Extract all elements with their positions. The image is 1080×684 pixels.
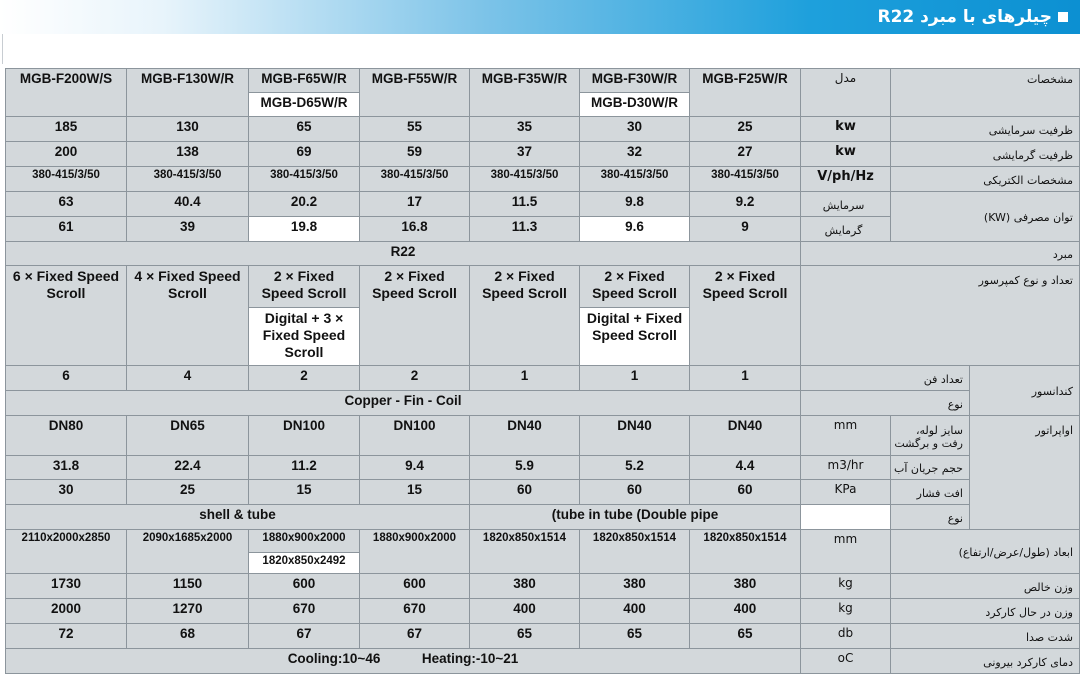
electrical-cell: 380-415/3/50 — [249, 167, 360, 192]
sub-label-heating: گرمایش — [801, 217, 891, 242]
water-flow-cell: 4.4 — [690, 456, 801, 480]
unit-pressure: KPa — [801, 480, 891, 505]
power-heating-cell: 9.6 — [580, 217, 690, 242]
power-cooling-cell: 17 — [360, 192, 470, 217]
unit-sound: db — [801, 624, 891, 649]
net-weight-cell: 380 — [690, 574, 801, 599]
sub-label-water-flow: حجم جریان آب — [891, 456, 970, 480]
heating-capacity-cell: 200 — [6, 142, 127, 167]
sub-label-evap-type: نوع — [891, 505, 970, 530]
empty-cell — [801, 505, 891, 530]
unit-kw: kw — [801, 117, 891, 142]
op-weight-cell: 400 — [470, 599, 580, 624]
sound-cell: 65 — [580, 624, 690, 649]
model-cell: MGB-F35W/R — [470, 69, 580, 117]
op-weight-cell: 400 — [580, 599, 690, 624]
pipe-size-cell: DN80 — [6, 416, 127, 456]
compressor-cell: 2 × Fixed Speed Scroll — [360, 266, 470, 366]
sound-cell: 68 — [127, 624, 249, 649]
model-cell: MGB-F200W/S — [6, 69, 127, 117]
unit-electrical: V/ph/Hz — [801, 167, 891, 192]
net-weight-cell: 1730 — [6, 574, 127, 599]
evap-type-shell-cell: shell & tube — [6, 505, 470, 530]
row-label-dimensions: ابعاد (طول/عرض/ارتفاع) — [891, 530, 1080, 574]
power-cooling-cell: 40.4 — [127, 192, 249, 217]
sub-label-pipe-size: سایز لوله، رفت و برگشت — [891, 416, 970, 456]
row-label-evaporator: اواپراتور — [970, 416, 1080, 530]
electrical-cell: 380-415/3/50 — [6, 167, 127, 192]
power-cooling-cell: 9.8 — [580, 192, 690, 217]
power-heating-cell: 19.8 — [249, 217, 360, 242]
row-label-sound: شدت صدا — [891, 624, 1080, 649]
heating-capacity-cell: 27 — [690, 142, 801, 167]
electrical-cell: 380-415/3/50 — [360, 167, 470, 192]
row-label-power: توان مصرفی (KW) — [891, 192, 1080, 242]
compressor-cell: 2 × Fixed Speed Scroll — [470, 266, 580, 366]
dimensions-cell: 1880x900x2000 — [360, 530, 470, 574]
water-flow-cell: 31.8 — [6, 456, 127, 480]
pipe-size-cell: DN100 — [360, 416, 470, 456]
pipe-size-cell: DN40 — [690, 416, 801, 456]
cooling-capacity-cell: 65 — [249, 117, 360, 142]
compressor-cell: 6 × Fixed Speed Scroll — [6, 266, 127, 366]
water-flow-cell: 11.2 — [249, 456, 360, 480]
compressor-cell: 2 × Fixed Speed Scroll — [580, 266, 690, 308]
fan-count-cell: 1 — [690, 366, 801, 391]
refrigerant-cell: R22 — [6, 242, 801, 266]
ambient-temp-cell — [6, 649, 801, 674]
net-weight-cell: 380 — [580, 574, 690, 599]
pipe-size-cell: DN40 — [470, 416, 580, 456]
condenser-type-cell: Copper - Fin - Coil — [6, 391, 801, 416]
row-label-cooling: ظرفیت سرمایشی — [891, 117, 1080, 142]
title-bar — [0, 0, 1080, 34]
cooling-capacity-cell: 130 — [127, 117, 249, 142]
dimensions-cell: 2090x1685x2000 — [127, 530, 249, 574]
power-heating-cell: 61 — [6, 217, 127, 242]
power-heating-cell: 9 — [690, 217, 801, 242]
pipe-size-cell: DN65 — [127, 416, 249, 456]
model-cell: MGB-F30W/R — [580, 69, 690, 93]
pressure-drop-cell: 60 — [580, 480, 690, 505]
power-cooling-cell: 63 — [6, 192, 127, 217]
unit-net-weight: kg — [801, 574, 891, 599]
cooling-capacity-cell: 25 — [690, 117, 801, 142]
dimensions-cell: 1880x900x2000 — [249, 530, 360, 553]
dimensions-cell: 1820x850x1514 — [470, 530, 580, 574]
sub-label-type: نوع — [801, 391, 970, 416]
power-heating-cell: 11.3 — [470, 217, 580, 242]
model-cell: MGB-F130W/R — [127, 69, 249, 117]
evap-type-tube-cell: (tube in tube (Double pipe — [470, 505, 801, 530]
sound-cell: 67 — [249, 624, 360, 649]
cooling-capacity-cell: 185 — [6, 117, 127, 142]
water-flow-cell: 5.2 — [580, 456, 690, 480]
sound-cell: 67 — [360, 624, 470, 649]
row-label-specs: مشخصات — [891, 69, 1080, 117]
sub-label-pressure-drop: افت فشار — [891, 480, 970, 505]
dimensions-alt-cell: 1820x850x2492 — [249, 553, 360, 574]
fan-count-cell: 2 — [360, 366, 470, 391]
heating-capacity-cell: 32 — [580, 142, 690, 167]
electrical-cell: 380-415/3/50 — [127, 167, 249, 192]
power-heating-cell: 16.8 — [360, 217, 470, 242]
row-label-condenser: کندانسور — [970, 366, 1080, 416]
row-label-ambient: دمای کارکرد بیرونی — [891, 649, 1080, 674]
fan-count-cell: 1 — [580, 366, 690, 391]
model-cell: MGB-F25W/R — [690, 69, 801, 117]
cooling-capacity-cell: 30 — [580, 117, 690, 142]
op-weight-cell: 1270 — [127, 599, 249, 624]
electrical-cell: 380-415/3/50 — [580, 167, 690, 192]
fan-count-cell: 1 — [470, 366, 580, 391]
fan-count-cell: 4 — [127, 366, 249, 391]
net-weight-cell: 380 — [470, 574, 580, 599]
cooling-capacity-cell: 55 — [360, 117, 470, 142]
sound-cell: 65 — [470, 624, 580, 649]
pressure-drop-cell: 15 — [360, 480, 470, 505]
electrical-cell: 380-415/3/50 — [470, 167, 580, 192]
power-cooling-cell: 20.2 — [249, 192, 360, 217]
row-label-compressor: تعداد و نوع کمپرسور — [801, 266, 1080, 366]
model-cell: MGB-F55W/R — [360, 69, 470, 117]
unit-dimensions: mm — [801, 530, 891, 574]
dimensions-cell: 1820x850x1514 — [580, 530, 690, 574]
unit-kw: kw — [801, 142, 891, 167]
pressure-drop-cell: 25 — [127, 480, 249, 505]
divider — [2, 34, 3, 64]
title-group — [878, 6, 1069, 28]
power-cooling-cell: 9.2 — [690, 192, 801, 217]
unit-pipe: mm — [801, 416, 891, 456]
pipe-size-cell: DN100 — [249, 416, 360, 456]
compressor-alt-cell: Digital + 3 × Fixed Speed Scroll — [249, 308, 360, 366]
dimensions-cell: 2110x2000x2850 — [6, 530, 127, 574]
bullet-square-icon — [1058, 12, 1068, 22]
pipe-size-cell: DN40 — [580, 416, 690, 456]
ambient-heating: Heating:-10~21 — [421, 651, 519, 666]
unit-op-weight: kg — [801, 599, 891, 624]
row-label-op-weight: وزن در حال کارکرد — [891, 599, 1080, 624]
op-weight-cell: 400 — [690, 599, 801, 624]
model-alt-cell: MGB-D30W/R — [580, 93, 690, 117]
net-weight-cell: 1150 — [127, 574, 249, 599]
water-flow-cell: 9.4 — [360, 456, 470, 480]
sound-cell: 65 — [690, 624, 801, 649]
row-label-heating: ظرفیت گرمایشی — [891, 142, 1080, 167]
row-label-electrical: مشخصات الکتریکی — [891, 167, 1080, 192]
ambient-cooling: Cooling:10~46 — [287, 651, 381, 666]
spec-table — [5, 68, 1080, 674]
power-cooling-cell: 11.5 — [470, 192, 580, 217]
unit-temp: oC — [801, 649, 891, 674]
pressure-drop-cell: 15 — [249, 480, 360, 505]
compressor-cell: 2 × Fixed Speed Scroll — [690, 266, 801, 366]
heating-capacity-cell: 37 — [470, 142, 580, 167]
water-flow-cell: 22.4 — [127, 456, 249, 480]
fan-count-cell: 2 — [249, 366, 360, 391]
heating-capacity-cell: 59 — [360, 142, 470, 167]
unit-model: مدل — [801, 69, 891, 117]
cooling-capacity-cell: 35 — [470, 117, 580, 142]
compressor-alt-cell: Digital + Fixed Speed Scroll — [580, 308, 690, 366]
water-flow-cell: 5.9 — [470, 456, 580, 480]
heating-capacity-cell: 138 — [127, 142, 249, 167]
sound-cell: 72 — [6, 624, 127, 649]
heating-capacity-cell: 69 — [249, 142, 360, 167]
net-weight-cell: 600 — [360, 574, 470, 599]
electrical-cell: 380-415/3/50 — [690, 167, 801, 192]
model-cell: MGB-F65W/R — [249, 69, 360, 93]
power-heating-cell: 39 — [127, 217, 249, 242]
sub-label-cooling: سرمایش — [801, 192, 891, 217]
row-label-refrigerant: مبرد — [801, 242, 1080, 266]
sub-label-fan-count: تعداد فن — [801, 366, 970, 391]
page-title: چیلرهای با مبرد R22 — [877, 7, 1052, 27]
fan-count-cell: 6 — [6, 366, 127, 391]
op-weight-cell: 2000 — [6, 599, 127, 624]
op-weight-cell: 670 — [360, 599, 470, 624]
net-weight-cell: 600 — [249, 574, 360, 599]
dimensions-cell: 1820x850x1514 — [690, 530, 801, 574]
pressure-drop-cell: 60 — [470, 480, 580, 505]
compressor-cell: 4 × Fixed Speed Scroll — [127, 266, 249, 366]
model-alt-cell: MGB-D65W/R — [249, 93, 360, 117]
pressure-drop-cell: 60 — [690, 480, 801, 505]
compressor-cell: 2 × Fixed Speed Scroll — [249, 266, 360, 308]
unit-flow: m3/hr — [801, 456, 891, 480]
op-weight-cell: 670 — [249, 599, 360, 624]
row-label-net-weight: وزن خالص — [891, 574, 1080, 599]
pressure-drop-cell: 30 — [6, 480, 127, 505]
